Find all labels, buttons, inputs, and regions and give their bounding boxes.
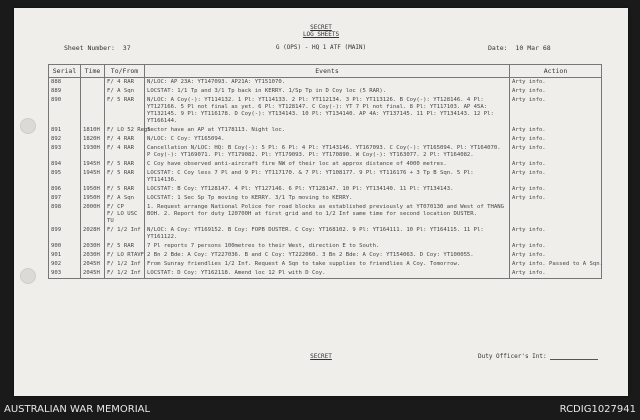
punch-hole-top	[20, 118, 36, 134]
serial-cell: 903	[49, 269, 81, 279]
serial-cell: 897	[49, 194, 81, 203]
column-header-time: Time	[81, 65, 105, 78]
serial-cell: 892	[49, 135, 81, 144]
events-cell: LOCSTAT: C Coy less 7 Pl and 9 Pl: YT117170. & 7 Pl: YT108177. 9 Pl: YT116176 + 3 Tp B Sqn. 5 Pl: YT114136.	[145, 169, 510, 185]
table-row	[49, 126, 602, 135]
action-cell: Arty info.	[510, 96, 602, 126]
table-row	[49, 194, 602, 203]
action-cell: Arty info.	[510, 169, 602, 185]
time-cell: 1930H	[81, 144, 105, 160]
time-cell: 2028H	[81, 226, 105, 242]
sheet-number-value: 37	[122, 44, 131, 52]
to-from-cell: F/ LO 52 Regt	[105, 126, 145, 135]
log-table	[48, 64, 602, 279]
action-cell: Arty info.	[510, 126, 602, 135]
table-row	[49, 269, 602, 279]
action-cell: Arty info.	[510, 185, 602, 194]
serial-cell: 890	[49, 96, 81, 126]
events-cell: 2 Bn 2 Bde: A Coy: YT227036. B and C Coy: YT222060. 3 Bn 2 Bde: A Coy: YT154063. D Coy: YT100055.	[145, 251, 510, 260]
sheet-number-label: Sheet Number:	[64, 44, 115, 52]
events-cell: Cancellation N/LOC: HQ: B Coy(-): 5 Pl: 6 Pl: 4 Pl: YT143146. YT167093. C Coy(-): YT165094. Pl: YT164070. P Coy(-): YT169071. Pl: YT179082. Pl: YT179093. Pl: YT170890. W Coy(-): YT163077. 2 Pl: YT164082.	[145, 144, 510, 160]
table-row	[49, 96, 602, 126]
archive-caption-left: AUSTRALIAN WAR MEMORIAL	[4, 404, 151, 415]
column-header-to-from: To/From	[105, 65, 145, 78]
events-cell: LOCSTAT: D Coy: YT162118. Amend loc 12 Pl with D Coy.	[145, 269, 510, 279]
table-row	[49, 185, 602, 194]
log-sheet-paper	[14, 8, 628, 396]
to-from-cell: F/ A Sqn	[105, 87, 145, 96]
action-cell: Arty info.	[510, 226, 602, 242]
table-row	[49, 260, 602, 269]
events-cell: LOCSTAT: B Coy: YT128147. 4 Pl: YT127146. 6 Pl: YT128147. 10 Pl: YT134140. 11 Pl: YT134143.	[145, 185, 510, 194]
classification-bottom: SECRET	[310, 353, 332, 360]
column-header-events: Events	[145, 65, 510, 78]
events-cell: N/LOC: C Coy: YT165094.	[145, 135, 510, 144]
time-cell: 1950H	[81, 194, 105, 203]
serial-cell: 900	[49, 242, 81, 251]
table-row	[49, 87, 602, 96]
action-cell: Arty info.	[510, 78, 602, 88]
to-from-cell: F/ 4 RAR	[105, 78, 145, 88]
table-row	[49, 203, 602, 226]
serial-cell: 901	[49, 251, 81, 260]
to-from-cell: F/ 5 RAR	[105, 185, 145, 194]
events-cell: LOCSTAT: 1 Sec Sp Tp moving to KERRY. 3/1 Tp moving to KERRY.	[145, 194, 510, 203]
column-header-serial: Serial	[49, 65, 81, 78]
date-label: Date:	[488, 44, 508, 52]
events-cell: 7 Pl reports 7 persons 100metres to their West, direction E to South.	[145, 242, 510, 251]
action-cell: Arty info.	[510, 87, 602, 96]
events-cell: From Sunray friendlies 1/2 Inf. Request A Sqn to take supplies to friendlies A Coy. Tomorrow.	[145, 260, 510, 269]
action-cell	[510, 203, 602, 226]
time-cell: 1945H	[81, 160, 105, 169]
time-cell: 2030H	[81, 251, 105, 260]
time-cell: 1950H	[81, 185, 105, 194]
to-from-cell: F/ 4 RAR	[105, 135, 145, 144]
events-cell: 1. Request arrange National Police for road blocks as established previously at YT070130 and West of THANG BOH. 2. Report for duty 120700H at first grid and to 1/2 Inf same time for second location DUSTER.	[145, 203, 510, 226]
column-header-action: Action	[510, 65, 602, 78]
serial-cell: 888	[49, 78, 81, 88]
time-cell: 1945H	[81, 169, 105, 185]
events-cell: LOCSTAT: 1/1 Tp and 3/1 Tp back in KERRY. 1/Sp Tp in D Coy loc (5 RAR).	[145, 87, 510, 96]
serial-cell: 891	[49, 126, 81, 135]
time-cell: 2030H	[81, 242, 105, 251]
action-cell: Arty info.	[510, 242, 602, 251]
to-from-cell: F/ LO RTAVF	[105, 251, 145, 260]
to-from-cell: F/ 5 RAR	[105, 169, 145, 185]
time-cell: 2045H	[81, 260, 105, 269]
table-row	[49, 135, 602, 144]
classification-top: SECRET	[310, 24, 332, 31]
events-cell: Sector have an AP at YT178113. Night loc.	[145, 126, 510, 135]
initials-line	[550, 353, 598, 360]
to-from-cell: F/ A Sqn	[105, 194, 145, 203]
time-cell	[81, 96, 105, 126]
sheet-date	[488, 44, 551, 52]
to-from-cell: F/ 1/2 Inf	[105, 260, 145, 269]
time-cell	[81, 87, 105, 96]
serial-cell: 894	[49, 160, 81, 169]
action-cell: Arty info.	[510, 194, 602, 203]
events-cell: N/LOC: AP 23A: YT147093. AP21A: YT151070.	[145, 78, 510, 88]
action-cell: Arty info.	[510, 144, 602, 160]
to-from-cell: F/ CP F/ LO USC TU	[105, 203, 145, 226]
serial-cell: 895	[49, 169, 81, 185]
duty-officer-label: Duty Officer's Int:	[478, 353, 547, 360]
sheet-number	[64, 44, 131, 52]
log-table-header	[49, 65, 602, 78]
table-row	[49, 78, 602, 88]
action-cell: Arty info.	[510, 251, 602, 260]
events-cell: N/LOC: A Coy: YT169152. B Coy: FOPB DUSTER. C Coy: YT168102. 9 Pl: YT164111. 10 Pl: YT164115. 11 Pl: YT161122.	[145, 226, 510, 242]
date-value: 10 Mar 68	[515, 44, 551, 52]
action-cell: Arty info.	[510, 135, 602, 144]
table-row	[49, 144, 602, 160]
serial-cell: 893	[49, 144, 81, 160]
serial-cell: 896	[49, 185, 81, 194]
time-cell: 2000H	[81, 203, 105, 226]
events-cell: C Coy have observed anti-aircraft fire NW of their loc at approx distance of 4000 metres.	[145, 160, 510, 169]
table-row	[49, 251, 602, 260]
time-cell: 1820H	[81, 135, 105, 144]
to-from-cell: F/ 5 RAR	[105, 96, 145, 126]
to-from-cell: F/ 5 RAR	[105, 242, 145, 251]
serial-cell: 898	[49, 203, 81, 226]
time-cell: 1810H	[81, 126, 105, 135]
document-title: LOG SHEETS	[302, 31, 340, 38]
log-table-body	[49, 78, 602, 279]
events-cell: N/LOC: A Coy(-): YT114132. 1 Pl: YT114133. 2 Pl: YT112134. 3 Pl: YT113126. B Coy(-): YT128146. 4 Pl: YT127166. 5 Pl not final as yet. 6 Pl: YT128147. C Coy(-): YT 7 Pl not final. 8 Pl: YT117103. AP 45A: YT132145. 9 Pl: YT116178. D Coy(-): YT134143. 10 Pl: YT134140. AP 4A: YT137145. 11 Pl: YT134143. 12 Pl: YT166144.	[145, 96, 510, 126]
to-from-cell: F/ 1/2 Inf	[105, 226, 145, 242]
duty-officer-initials	[478, 353, 598, 360]
punch-hole-bottom	[20, 268, 36, 284]
to-from-cell: F/ 5 RAR	[105, 160, 145, 169]
table-row	[49, 226, 602, 242]
table-row	[49, 242, 602, 251]
time-cell: 2045H	[81, 269, 105, 279]
unit-name: G (OPS) - HQ 1 ATF (MAIN)	[275, 44, 367, 51]
to-from-cell: F/ 1/2 Inf	[105, 269, 145, 279]
serial-cell: 889	[49, 87, 81, 96]
table-row	[49, 160, 602, 169]
archive-caption-right: RCDIG1027941	[559, 404, 636, 415]
action-cell: Arty info.	[510, 269, 602, 279]
action-cell: Arty info.	[510, 160, 602, 169]
time-cell	[81, 78, 105, 88]
table-row	[49, 169, 602, 185]
serial-cell: 899	[49, 226, 81, 242]
serial-cell: 902	[49, 260, 81, 269]
action-cell: Arty info. Passed to A Sqn.	[510, 260, 602, 269]
to-from-cell: F/ 4 RAR	[105, 144, 145, 160]
